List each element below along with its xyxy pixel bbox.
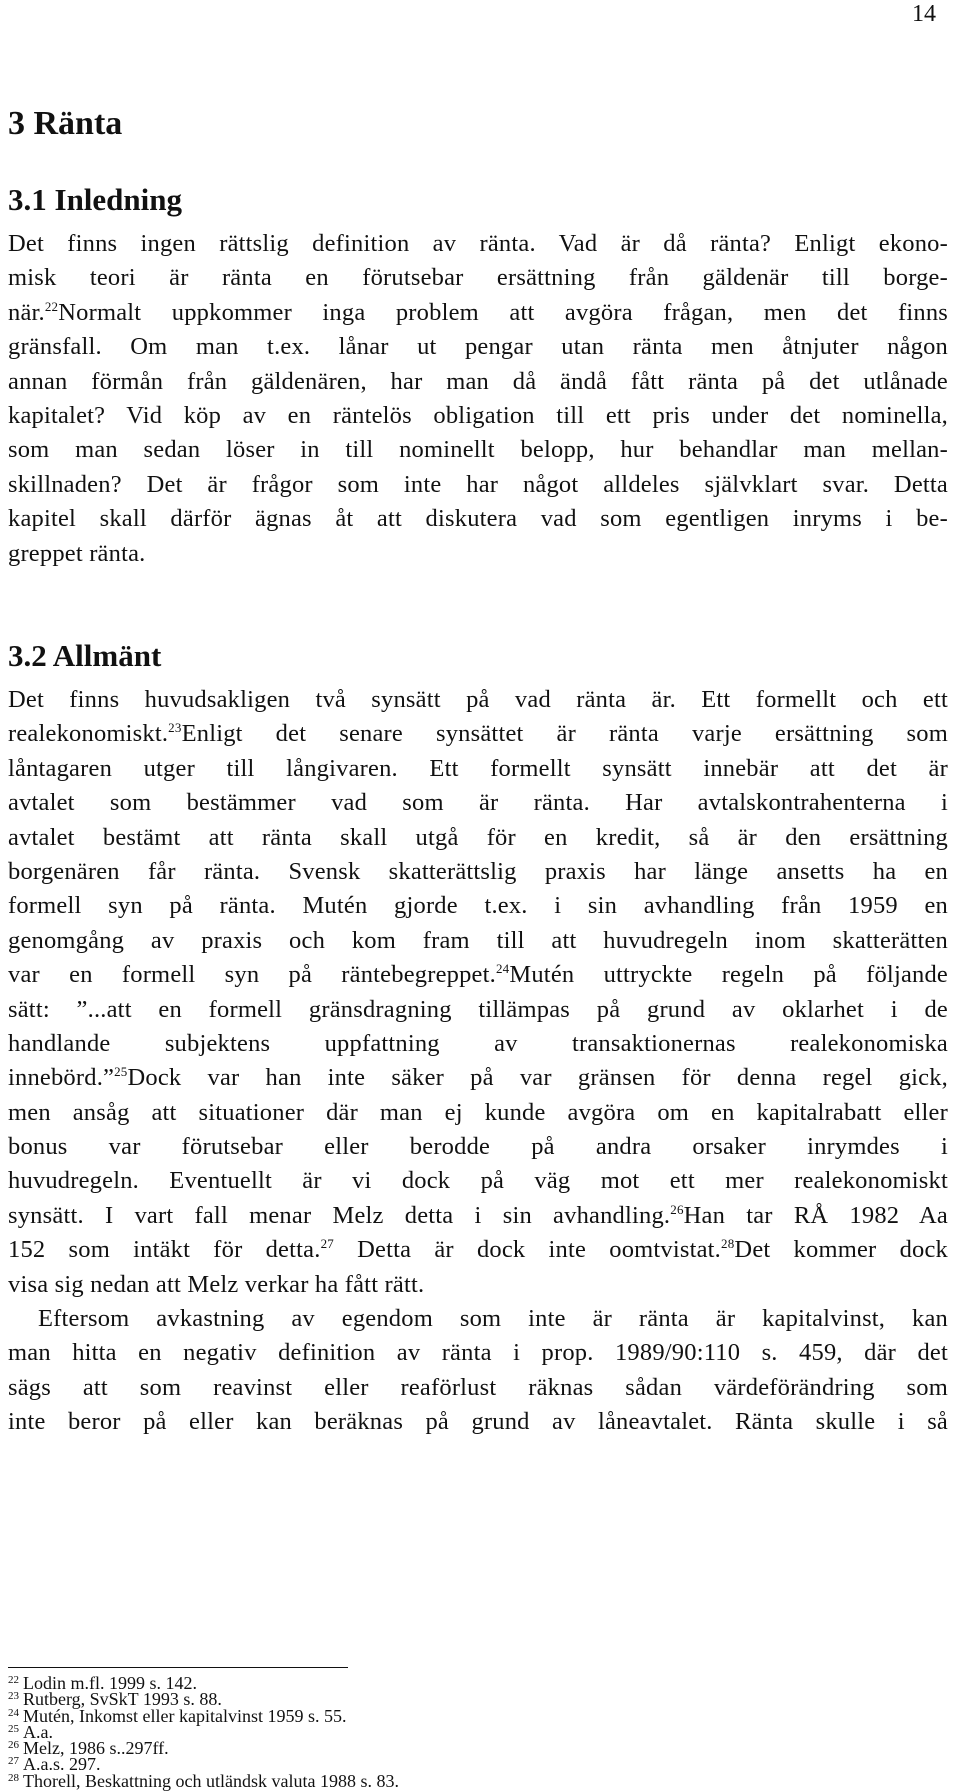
footnote-number: 23 bbox=[8, 1690, 19, 1703]
footnote-text: Thorell, Beskattning och utländsk valuta 1988 s. 83. bbox=[23, 1770, 399, 1791]
footnote-reference: 24 bbox=[495, 961, 510, 977]
text-line bbox=[8, 1061, 948, 1095]
text-segment: Normalt uppkommer inga problem att avgöra frågan, men det finns bbox=[58, 298, 948, 326]
text-segment: Enligt det senare synsättet är ränta varje ersättning som bbox=[181, 720, 948, 748]
text-line: sägs att som reavinst eller reaförlust räknas sådan värdeförändring som bbox=[8, 1373, 948, 1401]
text-line: handlande subjektens uppfattning av transaktionernas realekonomiska bbox=[8, 1029, 948, 1057]
text-line: inte beror på eller kan beräknas på grund av låneavtalet. Ränta skulle i så bbox=[8, 1408, 948, 1436]
footnote-item bbox=[8, 1770, 908, 1791]
section-title-inledning: 3.1 Inledning bbox=[8, 182, 183, 217]
footnote-number: 22 bbox=[8, 1674, 19, 1686]
footnote-number: 27 bbox=[8, 1755, 19, 1768]
text-line: gränsfall. Om man t.ex. lånar ut pengar utan ränta men åtnjuter någon bbox=[8, 333, 948, 361]
text-line: som man sedan löser in till nominellt belopp, hur behandlar man mellan- bbox=[8, 436, 948, 464]
footnote-reference: 28 bbox=[721, 1236, 735, 1252]
text-line bbox=[8, 1233, 948, 1267]
text-line: borgenären får ränta. Svensk skatterättslig praxis har länge ansetts ha en bbox=[8, 857, 948, 885]
footnote-text: Lodin m.fl. 1999 s. 142. bbox=[23, 1673, 197, 1693]
text-segment: Han tar RÅ 1982 Aa bbox=[683, 1201, 948, 1229]
footnote-text: A.a. bbox=[23, 1721, 53, 1742]
text-line bbox=[8, 958, 948, 992]
text-line: formell syn på ränta. Mutén gjorde t.ex. i sin avhandling från 1959 en bbox=[8, 892, 948, 920]
text-segment: synsätt. I vart fall menar Melz detta i sin avhandling. bbox=[8, 1201, 671, 1229]
text-line bbox=[8, 296, 948, 330]
text-line: visa sig nedan att Melz verkar ha fått rätt. bbox=[8, 1270, 425, 1298]
footnote-reference: 26 bbox=[670, 1201, 684, 1217]
footnote-reference: 23 bbox=[168, 720, 182, 736]
footnote-reference: 27 bbox=[320, 1236, 334, 1252]
text-line: sätt: ”...att en formell gränsdragning tillämpas på grund av oklarhet i de bbox=[8, 995, 948, 1023]
paragraph-inledning bbox=[8, 227, 948, 571]
text-segment: Dock var han inte säker på var gränsen för denna regel gick, bbox=[127, 1064, 948, 1092]
text-line: kapitel skall därför ägnas åt att diskutera vad som egentligen inryms i be- bbox=[8, 505, 948, 533]
text-line: annan förmån från gäldenären, har man då ändå fått ränta på det utlånade bbox=[8, 367, 948, 395]
text-line bbox=[8, 1199, 948, 1233]
footnote-number: 28 bbox=[8, 1771, 19, 1784]
paragraph-allmant bbox=[8, 683, 948, 1440]
text-line: genomgång av praxis och kom fram till att huvudregeln inom skatterätten bbox=[8, 926, 948, 954]
text-line: greppet ränta. bbox=[8, 539, 146, 567]
footnote-item bbox=[8, 1705, 908, 1726]
footnotes bbox=[8, 1675, 908, 1789]
text-segment: realekonomiskt. bbox=[8, 720, 169, 748]
footnote-number: 26 bbox=[8, 1739, 19, 1752]
text-line: skillnaden? Det är frågor som inte har något alldeles självklart svar. Detta bbox=[8, 470, 948, 498]
text-segment: Detta är dock inte oomtvistat. bbox=[333, 1236, 722, 1264]
text-segment: Det kommer dock bbox=[734, 1236, 948, 1264]
text-segment: Mutén uttryckte regeln på följande bbox=[509, 961, 948, 989]
footnote-item bbox=[8, 1738, 908, 1759]
chapter-title: 3 Ränta bbox=[8, 105, 123, 142]
text-line: Det finns huvudsakligen två synsätt på vad ränta är. Ett formellt och ett bbox=[8, 686, 948, 713]
footnote-text: A.a.s. 297. bbox=[23, 1754, 101, 1775]
text-segment: 152 som intäkt för detta. bbox=[8, 1236, 321, 1264]
page-number: 14 bbox=[912, 1, 936, 27]
text-line: Det finns ingen rättslig definition av ränta. Vad är då ränta? Enligt ekono- bbox=[8, 230, 948, 257]
text-line: man hitta en negativ definition av ränta i prop. 1989/90:110 s. 459, där det bbox=[8, 1339, 948, 1367]
text-line: kapitalet? Vid köp av en räntelös obligation till ett pris under det nominella, bbox=[8, 401, 948, 429]
text-line: avtalet som bestämmer vad som är ränta. Har avtalskontrahenterna i bbox=[8, 789, 948, 817]
text-line: bonus var förutsebar eller berodde på andra orsaker inrymdes i bbox=[8, 1133, 948, 1161]
footnote-reference: 25 bbox=[114, 1064, 128, 1080]
text-line: men ansåg att situationer där man ej kunde avgöra om en kapitalrabatt eller bbox=[8, 1098, 948, 1126]
text-line: Eftersom avkastning av egendom som inte är ränta är kapitalvinst, kan bbox=[38, 1305, 948, 1333]
text-segment: var en formell syn på räntebegreppet. bbox=[8, 961, 496, 989]
footnote-text: Melz, 1986 s..297ff. bbox=[23, 1738, 169, 1759]
text-line: misk teori är ränta en förutsebar ersättning från gäldenär till borge- bbox=[8, 264, 948, 292]
footnote-number: 25 bbox=[8, 1722, 19, 1735]
footnote-reference: 22 bbox=[44, 298, 59, 314]
footnote-text: Rutberg, SvSkT 1993 s. 88. bbox=[23, 1689, 222, 1710]
section-title-allmant: 3.2 Allmänt bbox=[8, 638, 162, 673]
footnote-number: 24 bbox=[8, 1706, 19, 1719]
text-line: huvudregeln. Eventuellt är vi dock på väg mot ett mer realekonomiskt bbox=[8, 1167, 948, 1195]
text-segment: innebörd.” bbox=[8, 1064, 115, 1092]
text-line: låntagaren utger till långivaren. Ett formellt synsätt innebär att det är bbox=[8, 754, 948, 782]
footnote-text: Mutén, Inkomst eller kapitalvinst 1959 s. 55. bbox=[23, 1705, 347, 1726]
text-segment: när. bbox=[8, 298, 45, 326]
footnote-separator bbox=[8, 1667, 348, 1668]
text-line: avtalet bestämt att ränta skall utgå för en kredit, så är den ersättning bbox=[8, 823, 948, 851]
text-line bbox=[8, 717, 948, 751]
